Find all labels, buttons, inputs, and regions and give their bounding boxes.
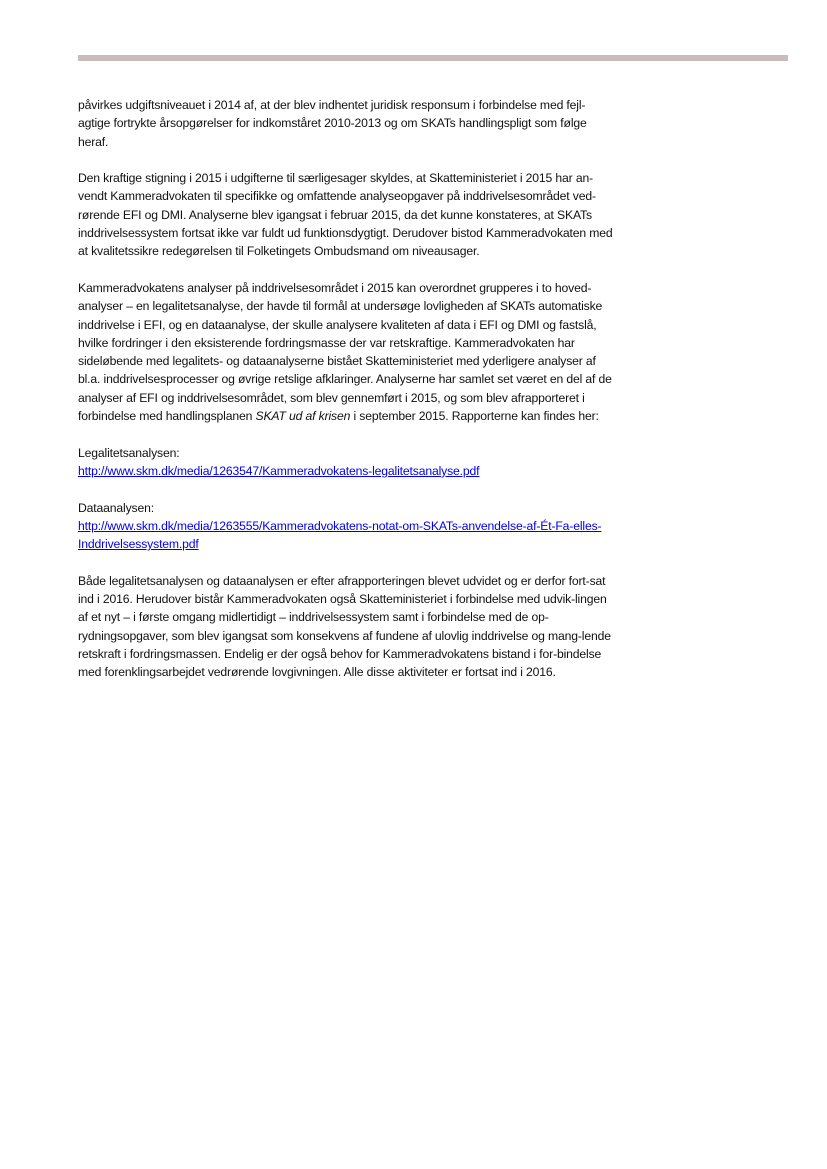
document-body xyxy=(78,96,614,700)
data-link-block xyxy=(78,517,614,554)
legalitet-link[interactable]: http://www.skm.dk/media/1263547/Kammeradvokatens-legalitetsanalyse.pdf xyxy=(78,463,480,478)
header-rule xyxy=(78,55,788,61)
data-link[interactable]: http://www.skm.dk/media/1263555/Kammeradvokatens-notat-om-SKATs-anvendelse-af-Ét-Fa-elles-Inddrivelsessystem.pdf xyxy=(78,518,602,552)
plan-title: SKAT ud af krisen xyxy=(255,409,351,424)
paragraph-4: Både legalitetsanalysen og dataanalysen er efter afrapporteringen blevet udvidet og er derfor fort-sat ind i 2016. Herudover bistår Kammeradvokaten også Skatteministeriet i forbindelse med udvik-lingen af et nyt – i første omgang midlertidigt – inddrivelsessystem samt i forbindelse med de op-rydningsopgaver, som blev igangsat som konsekvens af fundene af ulovlig inddrivelse og mang-lende retskraft i fordringsmassen. Endelig er der også behov for Kammeradvokatens bistand i for-bindelse med forenklingsarbejdet vedrørende lovgivningen. Alle disse aktiviteter er fortsat ind i 2016. xyxy=(78,573,611,680)
paragraph-1: påvirkes udgiftsniveauet i 2014 af, at der blev indhentet juridisk responsum i forbindelse med fejl-agtige fortrykte årsopgørelser for indkomståret 2010-2013 og om SKATs handlingspligt som følge heraf. xyxy=(78,98,587,149)
legalitet-label: Legalitetsanalysen: xyxy=(78,445,180,460)
data-label: Dataanalysen: xyxy=(78,500,154,515)
paragraph-3-tail: i september 2015. Rapporterne kan findes her: xyxy=(350,409,599,424)
paragraph-2: Den kraftige stigning i 2015 i udgifterne til særligesager skyldes, at Skatteministeriet i 2015 har an-vendt Kammeradvokaten til specifikke og omfattende analyseopgaver på inddrivelsesområdet ved-rørende EFI og DMI. Analyserne blev igangsat i februar 2015, da det kunne konstateres, at SKATs inddrivelsessystem fortsat ikke var fuldt ud funktionsdygtigt. Derudover bistod Kammeradvokaten med at kvalitetssikre redegørelsen til Folketingets Ombudsmand om niveausager. xyxy=(78,171,613,259)
legalitet-link-block xyxy=(78,462,614,480)
paragraph-3-text: Kammeradvokatens analyser på inddrivelsesområdet i 2015 kan overordnet grupperes i to hoved-analyser – en legalitetsanalyse, der havde til formål at undersøge lovligheden af SKATs automatiske inddrivelse i EFI, og en dataanalyse, der skulle analysere kvaliteten af data i EFI og DMI og fastslå, hvilke fordringer i den eksisterende fordringsmasse der var retskraftige. Kammeradvokaten har sideløbende med legalitets- og dataanalyserne bistået Skatteministeriet med yderligere analyser af bl.a. inddrivelsesprocesser og øvrige retslige afklaringer. Analyserne har samlet set været en del af de analyser af EFI og inddrivelsesområdet, som blev gennemført i 2015, og som blev afrapporteret i forbindelse med handlingsplanen xyxy=(78,280,612,424)
paragraph-3 xyxy=(78,279,614,425)
